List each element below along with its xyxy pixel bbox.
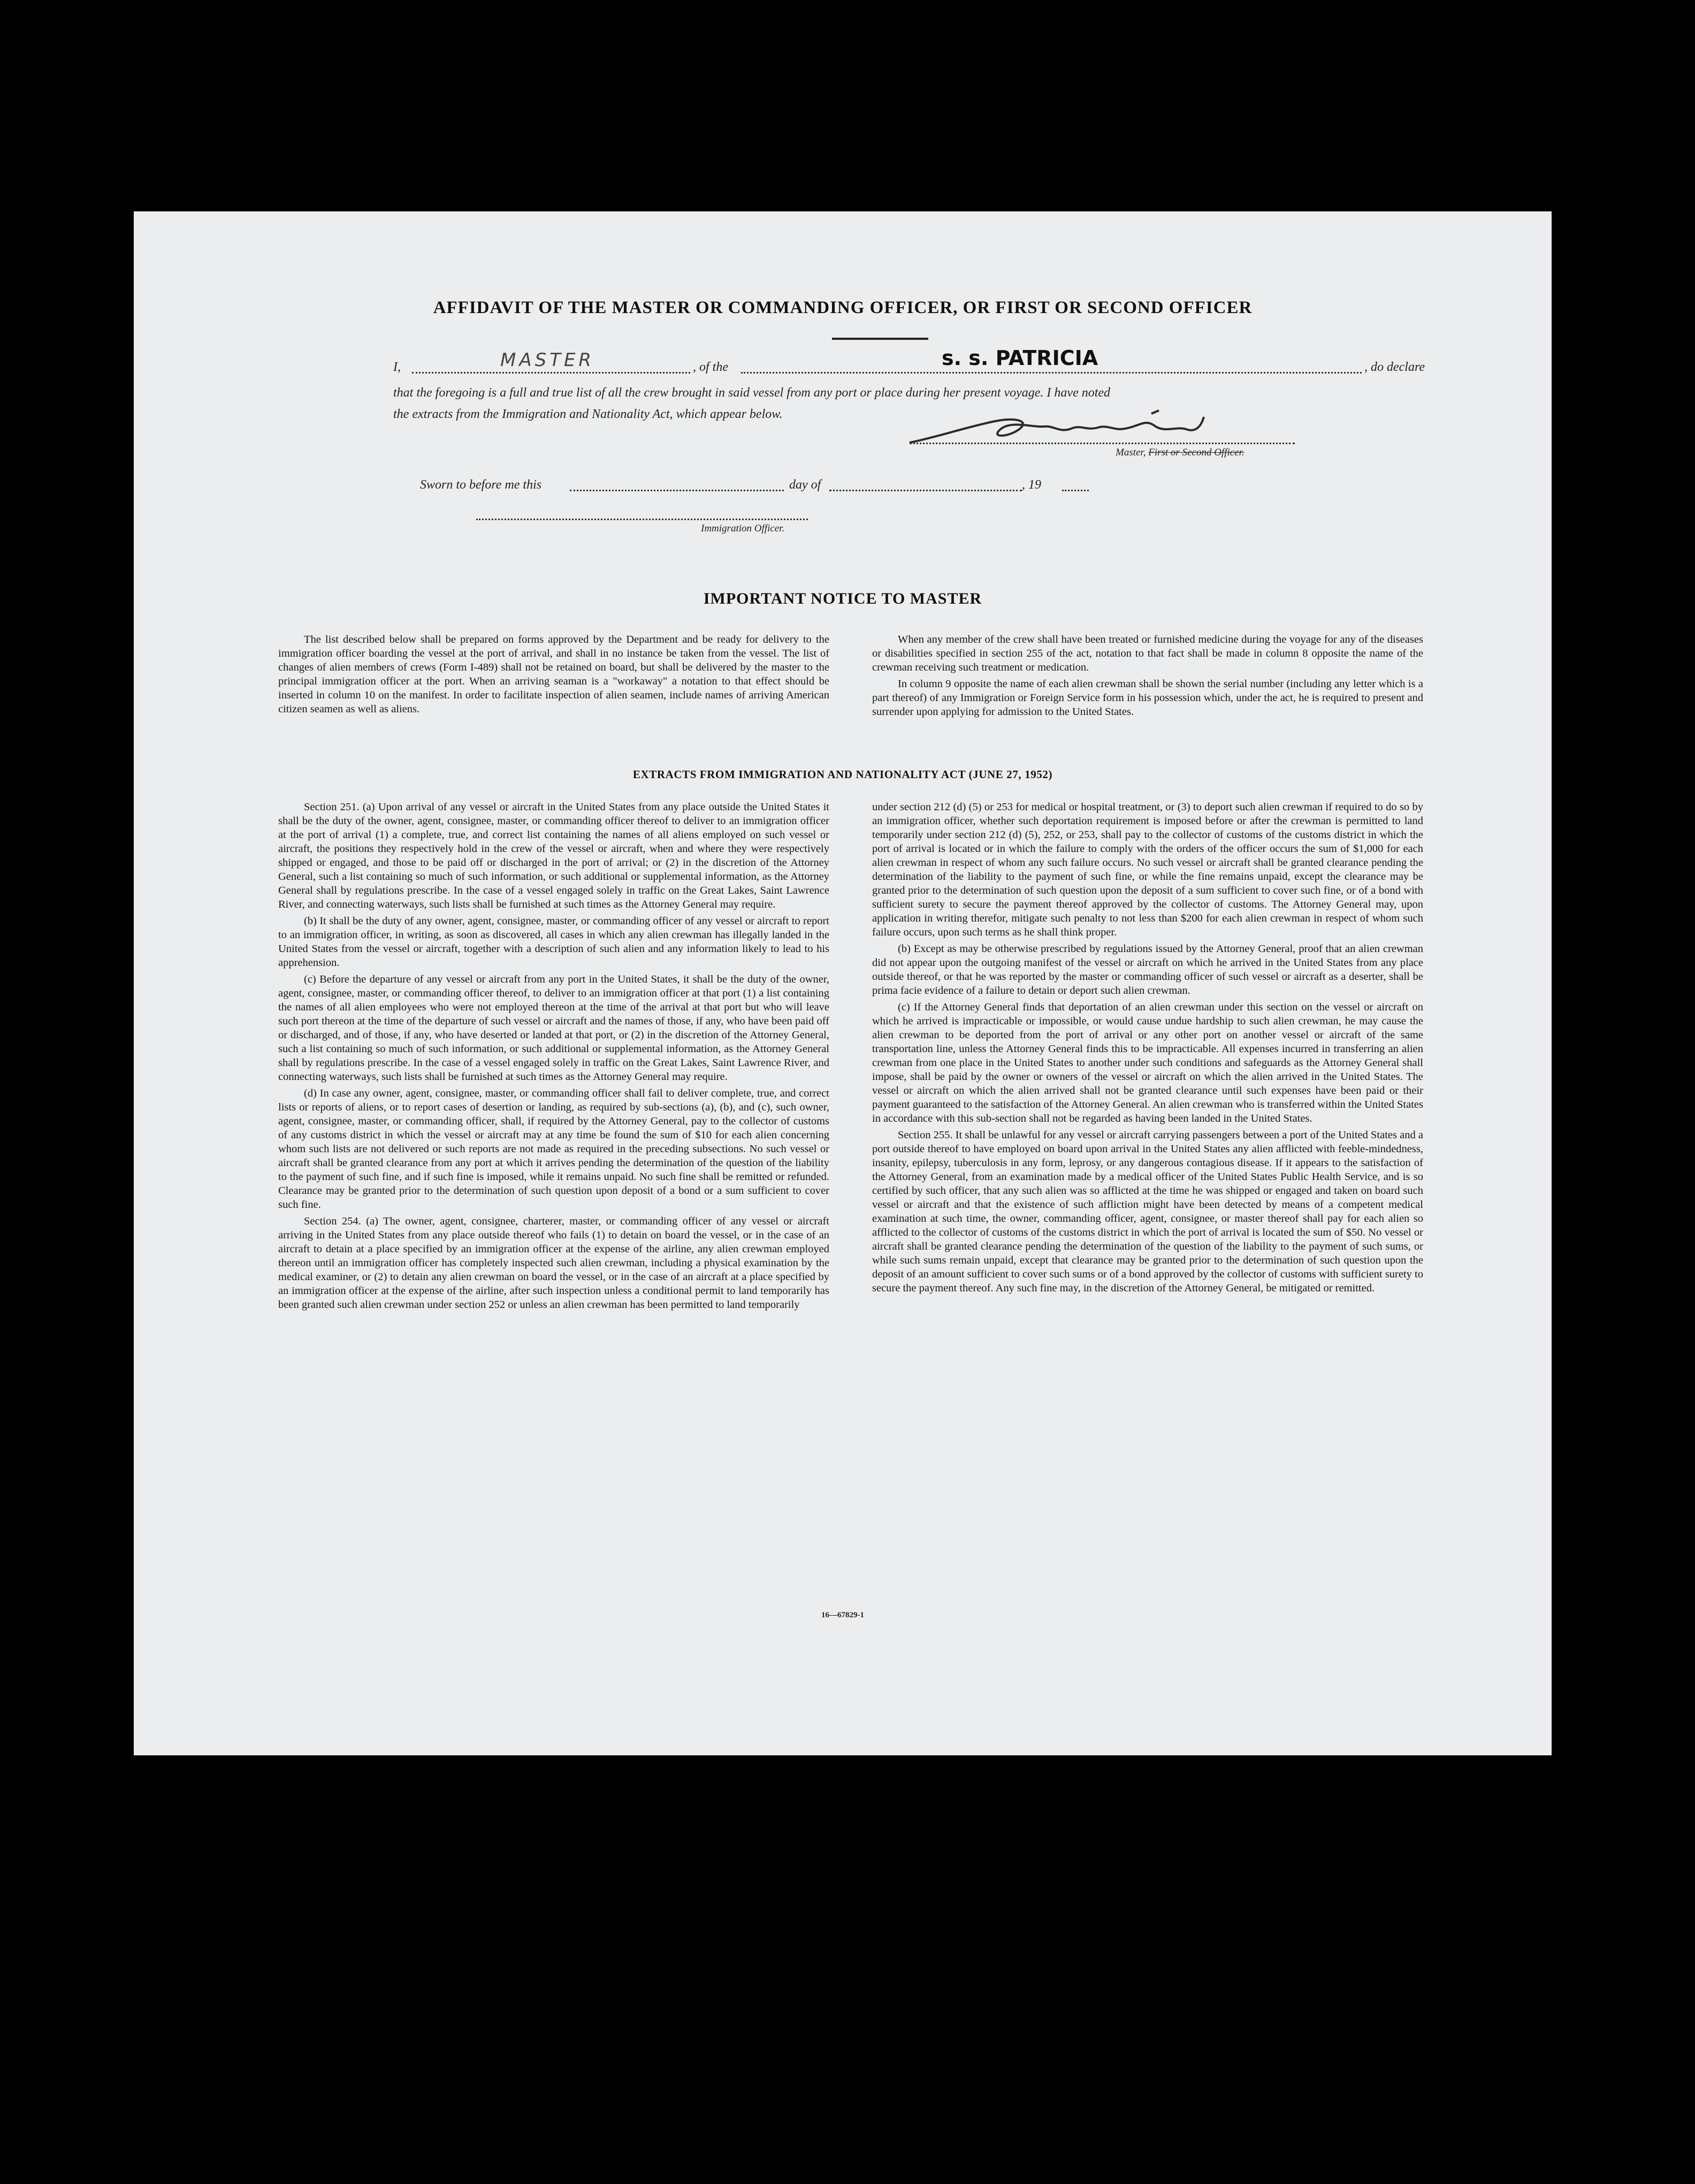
sworn-label: Sworn to before me this — [420, 478, 542, 492]
section-254-a: Section 254. (a) The owner, agent, consignee, charterer, master, or commanding officer of any vessel or aircraft arriving in the United States from any place outside thereof who fails (1) to detain on board the vessel, or in the case of an aircraft to detain at a place specified by an immigration officer at the expense of the airline, any alien crewman employed thereon until an immigration officer has completely inspected such alien crewman, including a physical examination by the medical examiner, or (2) to detain any alien crewman on board the vessel, or in the case of an aircraft at a place specified by an immigration officer at the expense of the airline, after such inspection unless a conditional permit to land temporarily has been granted such alien crewman under section 252 or unless an alien crewman has been permitted to land temporarily — [278, 1215, 829, 1311]
affidavit-title: AFFIDAVIT OF THE MASTER OR COMMANDING OFFICER, OR FIRST OR SECOND OFFICER — [433, 298, 1253, 317]
vessel-name: s. s. PATRICIA — [942, 346, 1098, 370]
of-the-label: , of the — [693, 360, 728, 374]
day-of-label: day of — [789, 478, 821, 492]
declaration-line-2: that the foregoing is a full and true list of all the crew brought in said vessel from any port or place during her present voyage. I have noted — [393, 386, 1111, 400]
vessel-line — [741, 372, 1362, 374]
section-254-b: (b) Except as may be otherwise prescribed by regulations issued by the Attorney General, proof that an alien crewman did not appear upon the outgoing manifest of the vessel or aircraft on which he arrived in the United States from any place outside thereof, or that he was reported by the master or commanding officer of such vessel or aircraft as a deserter, shall be prima facie evidence of a failure to detain or deport such alien crewman. — [872, 943, 1423, 996]
extracts-right-column — [872, 800, 1423, 1298]
form-number: 16—67829-1 — [821, 1611, 864, 1619]
notice-title: IMPORTANT NOTICE TO MASTER — [703, 590, 982, 607]
section-251-b: (b) It shall be the duty of any owner, agent, consignee, master, or commanding officer of any vessel or aircraft to report to an immigration officer, in writing, as soon as discovered, all cases in which any alien crewman has illegally landed in the United States from the vessel or aircraft, together with a description of such alien and any information likely to lead to his apprehension. — [278, 915, 829, 969]
year-label: , 19 — [1022, 478, 1041, 492]
extracts-left-column — [278, 800, 829, 1314]
section-255: Section 255. It shall be unlawful for any vessel or aircraft carrying passengers between a port of the United States and a port outside thereof to have employed on board upon arrival in the United States any alien afflicted with feeble-mindedness, insanity, epilepsy, tuberculosis in any form, leprosy, or any dangerous contagious disease. If it appears to the satisfaction of the Attorney General, from an examination made by a medical officer of the United States Public Health Service, and is so certified by such officer, that any such alien was so afflicted at the time he was shipped or engaged and taken on board such vessel or aircraft and that the existence of such affliction might have been detected by means of a competent medical examination at such time, the owner, commanding officer, agent, consignee, or master thereof shall pay for each alien so afflicted to the collector of customs of the customs district in which the port of arrival is located the sum of $50. No vessel or aircraft shall be granted clearance pending the determination of the question of the liability to the payment of such sums, or while such sums remain unpaid, except that clearance may be granted prior to the determination of such question upon the deposit of an amount sufficient to cover such sums or of a bond approved by the collector of customs with sufficient surety to secure the payment thereof. Any such fine may, in the discretion of the Attorney General, be mitigated or remitted. — [872, 1129, 1423, 1294]
i-label: I, — [393, 360, 401, 374]
extracts-title: EXTRACTS FROM IMMIGRATION AND NATIONALITY ACT (JUNE 27, 1952) — [632, 768, 1053, 781]
section-254-a-cont: under section 212 (d) (5) or 253 for medical or hospital treatment, or (3) to deport such alien crewman if required to do so by an immigration officer, whether such deportation requirement is imposed before or after the crewman is permitted to land temporarily under section 212 (d) (5), 252, or 253, shall pay to the collector of customs of the customs district in which the port of arrival is located or in which the failure to comply with the orders of the officer occurs the sum of $1,000 for each alien crewman in respect of whom any such failure occurs. No such vessel or aircraft shall be granted clearance pending the determination of the liability to the payment of such fine, or while the fine remains unpaid, except the clearance may be granted prior to the determination of such question upon the deposit of a sum sufficient to cover such fine, or of a bond with sufficient surety to secure the payment thereof approved by the collector of customs. The Attorney General may, upon application in writing therefor, mitigate such penalty to not less than $200 for each alien crewman in respect of whom such failure occurs, upon such terms as he shall think proper. — [872, 801, 1423, 938]
sworn-day-line — [570, 490, 784, 491]
declarant-handwriting: MASTER — [500, 349, 595, 371]
master-signature — [904, 405, 1289, 453]
section-251-a: Section 251. (a) Upon arrival of any vessel or aircraft in the United States from any place outside the United States it shall be the duty of the owner, agent, consignee, master, or commanding officer thereof to deliver to an immigration officer at the port of arrival (1) a complete, true, and correct list containing the names of all aliens employed on such vessel or aircraft, the positions they respectively hold in the crew of the vessel or aircraft, when and where they were respectively shipped or engaged, and those to be paid off or discharged in the port of arrival; or (2) in the discretion of the Attorney General, such a list containing so much of such information, or such additional or supplemental information, as the Attorney General shall by regulations prescribe. In the case of a vessel engaged solely in traffic on the Great Lakes, Saint Lawrence River, and connecting waterways, such lists shall be furnished at such times as the Attorney General may require. — [278, 801, 829, 910]
affidavit-page — [134, 211, 1552, 1755]
signature-line — [910, 443, 1295, 444]
declaration-line-3: the extracts from the Immigration and Nationality Act, which appear below. — [393, 407, 783, 421]
section-251-d: (d) In case any owner, agent, consignee, master, or commanding officer shall fail to deliver complete, true, and correct lists or reports of aliens, or to report cases of desertion or landing, as required by sub-sections (a), (b), and (c), such owner, agent, consignee, master, or commanding officer, shall, if required by the Attorney General, pay to the collector of customs of any customs district in which the vessel or aircraft may at any time be found the sum of $10 for each alien concerning whom such lists are not delivered or such reports are not made as required in the preceding subsections. No such vessel or aircraft shall be granted clearance from any port at which it arrives pending the determination of the question of the liability to the payment of such fine, and if such fine is imposed, while it remains unpaid. No such fine shall be remitted or refunded. Clearance may be granted prior to the determination of such question upon deposit of a bond or a sum sufficient to cover such fine. — [278, 1087, 829, 1211]
notice-right-column: When any member of the crew shall have been treated or furnished medicine during the voyage for any of the diseases or disabilities specified in section 255 of the act, notation to that fact shall be made in column 8 opposite the name of the crewman receiving such treatment or medication. In column 9 opposite the name of each alien crewman shall be shown the serial number (including any letter which is a part thereof) of any Immigration or Foreign Service form in his possession which, under the act, he is required to present and surrender upon applying for admission to the United States. — [872, 634, 1423, 718]
notice-left-column: The list described below shall be prepared on forms approved by the Department and be ready for delivery to the immigration officer boarding the vessel at the port of arrival, and shall in no instance be taken from the vessel. The list of changes of alien members of crews (Form I-489) shall not be retained on board, but shall be delivered by the master to the principal immigration officer at the port. When an arriving seaman is a "workaway" a notation to that effect should be inserted in column 10 on the manifest. In order to facilitate inspection of alien seamen, include names of arriving American citizen seamen as well as aliens. — [278, 634, 829, 715]
title-rule — [832, 338, 928, 340]
declarant-line — [412, 372, 690, 374]
do-declare-label: , do declare — [1364, 360, 1425, 374]
sworn-year-line — [1062, 490, 1089, 491]
immigration-officer-label: Immigration Officer. — [701, 523, 785, 534]
section-251-c: (c) Before the departure of any vessel or aircraft from any port in the United States, it shall be the duty of the owner, agent, consignee, master, or commanding officer thereof, to deliver to an immigration officer at that port (1) a list containing the names of all alien employees who were not employed thereon at the time of the arrival at that port but who will leave such port thereon at the time of the departure of such vessel or aircraft and the names of those, if any, who have been paid off or discharged, and of those, if any, who have deserted or landed at that port, or (2) in the discretion of the Attorney General, such a list containing so much of such information, or such additional or supplemental information, as the Attorney General shall by regulations prescribe. In the case of a vessel engaged solely in traffic on the Great Lakes, Saint Lawrence River, and connecting waterways, such lists shall be furnished at such times as the Attorney General may require. — [278, 973, 829, 1083]
immigration-officer-line — [476, 519, 808, 520]
sworn-month-line — [829, 490, 1022, 491]
signature-caption: Master, First or Second Officer. — [1116, 447, 1244, 458]
section-254-c: (c) If the Attorney General finds that deportation of an alien crewman under this section on the vessel or aircraft on which he arrived is impracticable or impossible, or would cause undue hardship to such alien crewman, he may cause the alien crewman to be deported from the port of arrival or any other port on another vessel or aircraft of the same transportation line, unless the Attorney General finds this to be impracticable. All expenses incurred in transferring an alien crewman from one place in the United States to another under such conditions and safeguards as the Attorney General shall impose, shall be paid by the owner or owners of the vessel or aircraft on which the alien arrived in the United States. The vessel or aircraft on which the alien arrived shall not be granted clearance until such expenses have been paid or their payment guaranteed to the satisfaction of the Attorney General. An alien crewman who is transferred within the United States in accordance with this sub-section shall not be regarded as having been landed in the United States. — [872, 1001, 1423, 1124]
